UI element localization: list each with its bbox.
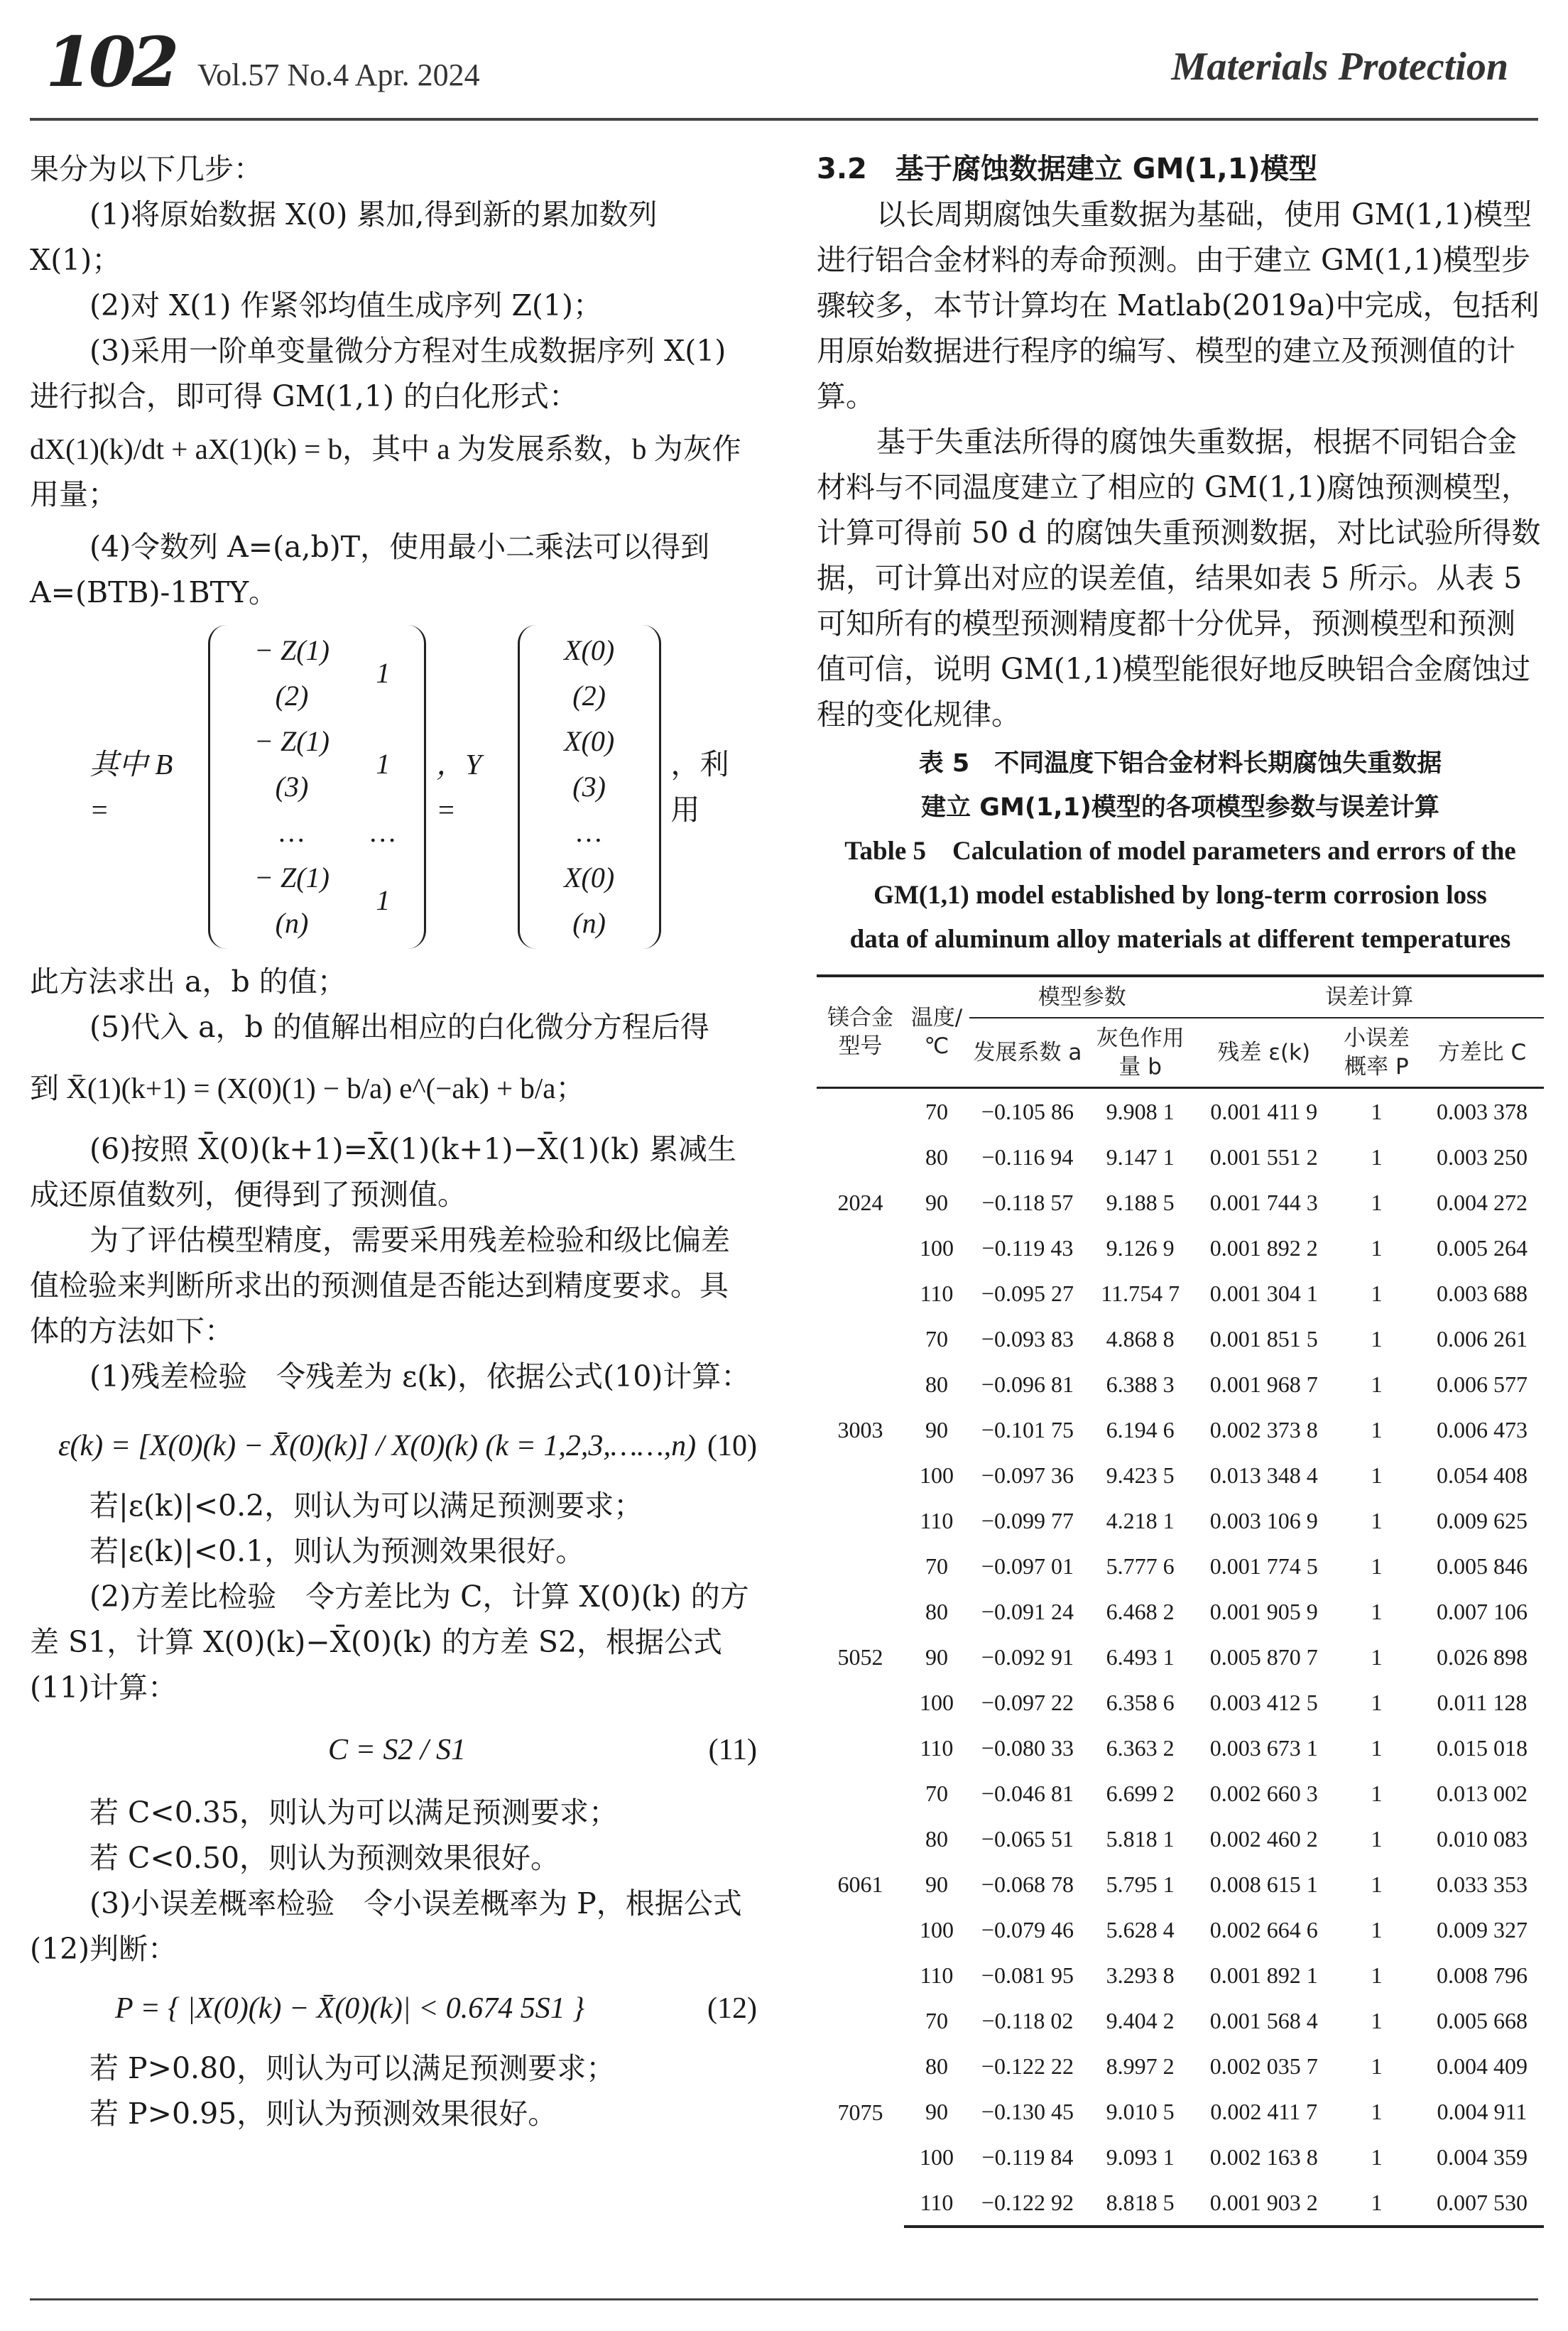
table-cell: −0.068 78 [981, 1871, 1074, 1897]
table-cell: 0.005 846 [1436, 1553, 1528, 1579]
table-row [817, 1680, 1544, 1725]
table-row [817, 1225, 1544, 1271]
table-row [817, 1589, 1544, 1634]
table-cell: 110 [920, 1962, 954, 1988]
table-cell: 1 [1371, 1281, 1383, 1306]
table-cell: 0.002 664 6 [1209, 1917, 1318, 1942]
table-cell: 0.002 660 3 [1209, 1781, 1318, 1806]
table-cell: 0.015 018 [1436, 1735, 1528, 1761]
table-cell: 90 [925, 1417, 948, 1442]
table-cell: −0.046 81 [981, 1781, 1074, 1806]
header-epsilon: 残差 ε(k) [1194, 1018, 1333, 1088]
whitening-formula: dX(1)(k)/dt + aX(1)(k) = b，其中 a 为发展系数，b 为灰作用量； [30, 433, 741, 511]
matrix-b-row [226, 855, 408, 946]
table-cell: 6.699 2 [1106, 1781, 1175, 1806]
table-row [817, 1271, 1544, 1316]
table-cell: 1 [1371, 1190, 1383, 1215]
table-cell: −0.119 43 [981, 1235, 1074, 1261]
table-cell: −0.118 57 [981, 1190, 1074, 1215]
table-cell: 1 [1371, 2053, 1383, 2079]
equation-10 [30, 1423, 757, 1469]
table-cell: 6.493 1 [1106, 1644, 1175, 1670]
table-cell: 0.004 409 [1436, 2053, 1528, 2079]
table-row [817, 2134, 1544, 2180]
equation-10-number: (10) [707, 1430, 757, 1462]
table-cell: 0.007 530 [1420, 2180, 1544, 2227]
table-cell: 1 [1371, 1553, 1383, 1579]
table-cell: 0.001 411 9 [1210, 1099, 1318, 1124]
table-row [817, 1498, 1544, 1543]
table-cell: 80 [925, 1371, 948, 1397]
table-cell: 100 [919, 1235, 954, 1261]
table-row [817, 2180, 1544, 2227]
table-cell: 0.002 035 7 [1209, 2053, 1318, 2079]
equation-11 [30, 1727, 757, 1773]
table-cell: 1 [1371, 1781, 1383, 1806]
table-row [817, 1725, 1544, 1771]
table-cell: 1 [1371, 1235, 1383, 1261]
matrix-y-cell: X(0)(3) [564, 725, 615, 803]
matrix-definition [89, 625, 757, 949]
table-row [817, 1407, 1544, 1452]
paragraph: 基于失重法所得的腐蚀失重数据，根据不同铝合金材料与不同温度建立了相应的 GM(1,1)腐蚀预测模型，计算可得前 50 d 的腐蚀失重预测数据，对比试验所得数据，可计算出对应的误差值，结果如表 5 所示。从表 5 可知所有的模型预测精度都十分优异，预测模型和预测值可信，说明 GM(1,1)模型能很好地反映铝合金腐蚀过程的变化规律。 [817, 425, 1541, 732]
table-cell: −0.122 22 [981, 2053, 1074, 2079]
table-row [817, 1362, 1544, 1407]
table-cell: 0.001 905 9 [1209, 1599, 1318, 1624]
matrix-y [518, 625, 661, 949]
table-cell: 1 [1371, 1462, 1383, 1488]
table-cell: −0.079 46 [981, 1917, 1074, 1942]
matrix-b-cell: − Z(1)(2) [254, 634, 330, 712]
table-cell: 1 [1371, 1508, 1383, 1533]
table-cell: 0.001 903 2 [1194, 2180, 1333, 2227]
table-cell: 0.003 673 1 [1209, 1735, 1318, 1761]
table-cell: 0.005 668 [1436, 2008, 1528, 2033]
table-cell: 1 [1371, 1690, 1383, 1715]
table-cell: 9.423 5 [1106, 1462, 1175, 1488]
table-cell: 80 [925, 2053, 948, 2079]
variance-criterion-2: 若 C<0.50，则认为预测效果很好。 [89, 1841, 560, 1875]
table-cell: 0.001 892 2 [1209, 1235, 1318, 1261]
matrix-y-cell: … [576, 816, 602, 848]
section-heading: 3.2 基于腐蚀数据建立 GM(1,1)模型 [817, 153, 1317, 185]
table-cell: 0.001 304 1 [1209, 1281, 1318, 1306]
table-cell: 0.026 898 [1436, 1644, 1528, 1670]
table-cell: 0.003 106 9 [1209, 1508, 1318, 1533]
table-cell: 0.004 359 [1436, 2144, 1528, 2170]
table-cell: 90 [925, 1644, 948, 1670]
table-cell: 5.777 6 [1106, 1553, 1175, 1579]
table-cell: 0.004 911 [1437, 2099, 1528, 2124]
evaluation-paragraph: 为了评估模型精度，需要采用残差检验和级比偏差值检验来判断所求出的预测值是否能达到精度要求。具体的方法如下： [30, 1223, 730, 1348]
table-cell: 8.997 2 [1106, 2053, 1175, 2079]
matrix-y-cell: X(0)(2) [564, 634, 615, 712]
table-cell: −0.080 33 [981, 1735, 1074, 1761]
step-4: (4)令数列 A=(a,b)T，使用最小二乘法可以得到 A=(BTB)-1BTY。 [30, 530, 710, 609]
equation-12 [30, 1986, 757, 2031]
issue-info: Vol.57 No.4 Apr. 2024 [197, 58, 480, 92]
table-cell: −0.119 84 [981, 2144, 1074, 2170]
table-cell: 70 [925, 1781, 948, 1806]
equation-12-number: (12) [707, 1992, 757, 2025]
table-cell: 0.054 408 [1436, 1462, 1528, 1488]
caption-en-line: data of aluminum alloy materials at different temperatures [849, 925, 1511, 954]
table-cell: −0.099 77 [981, 1508, 1074, 1533]
matrix-y-cell: X(0)(n) [564, 862, 615, 939]
table-cell: 0.001 568 4 [1209, 2008, 1318, 2033]
matrix-b [208, 625, 426, 949]
equation-11-number: (11) [708, 1734, 757, 1766]
matrix-b-row [226, 810, 408, 855]
table-cell: 0.001 851 5 [1209, 1326, 1318, 1352]
table-cell: 1 [1371, 1144, 1383, 1170]
table-cell: 0.001 968 7 [1209, 1371, 1318, 1397]
matrix-b-cell: … [370, 816, 396, 848]
page-number: 102 [45, 22, 175, 102]
table-row [817, 1907, 1544, 1952]
table-cell: 0.002 460 2 [1209, 1826, 1318, 1852]
alloy-cell: 3003 [837, 1417, 883, 1442]
table-cell: 0.004 272 [1436, 1190, 1528, 1215]
header-temperature: 温度/℃ [904, 976, 969, 1088]
table-cell: 9.404 2 [1106, 2008, 1175, 2033]
table-cell: 0.011 128 [1437, 1690, 1528, 1715]
table-row [817, 1816, 1544, 1862]
table-cell: 1 [1371, 1599, 1383, 1624]
probability-criterion-2: 若 P>0.95，则认为预测效果很好。 [89, 2097, 557, 2131]
table-cell: 6.468 2 [1106, 1599, 1175, 1624]
table-cell: 8.818 5 [1086, 2180, 1195, 2227]
probability-criterion-1: 若 P>0.80，则认为可以满足预测要求； [89, 2051, 616, 2085]
table-cell: 0.002 163 8 [1209, 2144, 1318, 2170]
table-row [817, 1180, 1544, 1225]
header-rule [30, 118, 1538, 121]
table-cell: 110 [920, 1508, 954, 1533]
matrix-b-cell: − Z(1)(n) [254, 862, 330, 939]
equation-10-body: ε(k) = [X(0)(k) − X̄(0)(k)] / X(0)(k) (k = 1,2,3,……,n) [58, 1430, 697, 1462]
table-cell: 0.007 106 [1436, 1599, 1528, 1624]
table-cell: 110 [920, 1735, 954, 1761]
table-row [817, 1862, 1544, 1907]
solution-formula: 到 X̄(1)(k+1) = (X(0)(1) − b/a) e^(−ak) + b/a； [30, 1072, 585, 1104]
equation-12-body: P = { |X(0)(k) − X̄(0)(k)| < 0.674 5S1 } [115, 1992, 585, 2025]
header-c: 方差比 C [1420, 1018, 1544, 1088]
table-cell: 0.003 378 [1436, 1099, 1528, 1124]
table-cell: 5.628 4 [1106, 1917, 1175, 1942]
table-row [817, 1543, 1544, 1589]
table-row [817, 1452, 1544, 1498]
table-row [817, 2043, 1544, 2089]
table-cell: 0.008 796 [1436, 1962, 1528, 1988]
table-cell: 0.013 348 4 [1209, 1462, 1318, 1488]
alloy-cell: 5052 [837, 1644, 883, 1670]
table-row [817, 1952, 1544, 1998]
table-cell: 100 [919, 2144, 954, 2170]
table-caption [817, 741, 1544, 962]
table-cell: 0.010 083 [1436, 1826, 1528, 1852]
table-cell: 0.008 615 1 [1209, 1871, 1318, 1897]
matrix-y-label: ，Y = [436, 748, 482, 826]
table-cell: 0.001 774 5 [1209, 1553, 1318, 1579]
table-cell: 70 [925, 1326, 948, 1352]
table-cell: 0.013 002 [1436, 1781, 1528, 1806]
text-line: 此方法求出 a，b 的值； [30, 965, 347, 999]
table-cell: −0.097 01 [981, 1553, 1074, 1579]
table-cell: 0.033 353 [1436, 1871, 1528, 1897]
table-cell: −0.122 92 [969, 2180, 1086, 2227]
table-cell: 1 [1371, 2144, 1383, 2170]
table-cell: 9.093 1 [1106, 2144, 1175, 2170]
table-cell: 90 [925, 2099, 948, 2124]
table-cell: 0.006 261 [1436, 1326, 1528, 1352]
matrix-y-row [535, 855, 643, 946]
caption-en-line: Table 5 Calculation of model parameters and errors of the [844, 837, 1516, 866]
table-cell: −0.092 91 [981, 1644, 1074, 1670]
table-cell: −0.093 83 [981, 1326, 1074, 1352]
table-row [817, 1316, 1544, 1362]
table-cell: 0.002 411 7 [1210, 2099, 1318, 2124]
table-cell: −0.130 45 [981, 2099, 1074, 2124]
table-cell: 1 [1371, 1417, 1383, 1442]
matrix-y-row [535, 628, 643, 719]
step-6: (6)按照 X̄(0)(k+1)=X̄(1)(k+1)−X̄(1)(k) 累减生成还原值数列，便得到了预测值。 [30, 1132, 737, 1212]
matrix-b-label: 其中 B = [89, 748, 173, 826]
table-cell: 4.218 1 [1106, 1508, 1175, 1533]
header-p: 小误差概率 P [1333, 1018, 1420, 1088]
left-column [30, 146, 757, 2136]
table-cell: 9.126 9 [1106, 1235, 1175, 1261]
table-cell: −0.096 81 [981, 1371, 1074, 1397]
variance-ratio-test: (2)方差比检验 令方差比为 C，计算 X(0)(k) 的方差 S1，计算 X(0)(k)−X̄(0)(k) 的方差 S2，根据公式(11)计算： [30, 1580, 749, 1705]
step-1: (1)将原始数据 X(0) 累加,得到新的累加数列 X(1)； [30, 197, 658, 277]
residual-criterion-2: 若|ε(k)|<0.1，则认为预测效果很好。 [89, 1534, 585, 1568]
table-cell: 0.001 551 2 [1209, 1144, 1318, 1170]
table-cell: −0.081 95 [981, 1962, 1074, 1988]
variance-criterion-1: 若 C<0.35，则认为可以满足预测要求； [89, 1795, 619, 1830]
table-cell: 0.003 412 5 [1209, 1690, 1318, 1715]
table-cell: 0.002 373 8 [1209, 1417, 1318, 1442]
matrix-b-row [226, 628, 408, 719]
table-cell: 0.001 892 1 [1209, 1962, 1318, 1988]
header-model-params: 模型参数 [969, 976, 1194, 1018]
table-cell: −0.095 27 [981, 1281, 1074, 1306]
table-cell: 100 [919, 1690, 954, 1715]
table-cell: 1 [1371, 1826, 1383, 1852]
table-row [817, 1771, 1544, 1816]
table-row [817, 1088, 1544, 1135]
table-cell: 6.363 2 [1106, 1735, 1175, 1761]
table-cell: 1 [1371, 1099, 1383, 1124]
table-cell: 9.147 1 [1106, 1144, 1175, 1170]
table-cell: 80 [925, 1599, 948, 1624]
table-cell: 9.908 1 [1106, 1099, 1175, 1124]
step-2: (2)对 X(1) 作紧邻均值生成序列 Z(1)； [89, 288, 603, 322]
matrix-y-row [535, 810, 643, 855]
header-b: 灰色作用量 b [1086, 1018, 1195, 1088]
table-cell: 70 [925, 2008, 948, 2033]
caption-en-line: GM(1,1) model established by long-term corrosion loss [873, 881, 1487, 910]
table-cell: 11.754 7 [1101, 1281, 1180, 1306]
matrix-tail: ，利用 [670, 747, 729, 827]
table-cell: −0.065 51 [981, 1826, 1074, 1852]
table-cell: −0.105 86 [981, 1099, 1074, 1124]
table-cell: 100 [919, 1462, 954, 1488]
matrix-b-row [226, 719, 408, 810]
matrix-b-cell: 1 [376, 748, 391, 780]
table-cell: 1 [1371, 1962, 1383, 1988]
table-cell: 1 [1371, 2099, 1383, 2124]
table-cell: −0.097 36 [981, 1462, 1074, 1488]
table-cell: 5.795 1 [1106, 1871, 1175, 1897]
alloy-cell: 7075 [837, 2099, 883, 2125]
table-cell: 100 [919, 1917, 954, 1942]
header-alloy: 镁合金型号 [817, 976, 904, 1088]
table-row [817, 1134, 1544, 1180]
table-cell: 0.006 577 [1436, 1371, 1528, 1397]
matrix-b-cell: 1 [376, 884, 391, 916]
small-error-test: (3)小误差概率检验 令小误差概率为 P，根据公式(12)判断： [30, 1886, 742, 1966]
table-row [817, 1998, 1544, 2043]
header-error-calc: 误差计算 [1194, 976, 1544, 1018]
table-cell: 9.188 5 [1106, 1190, 1175, 1215]
table-cell: 0.005 870 7 [1209, 1644, 1318, 1670]
table-cell: 0.005 264 [1436, 1235, 1528, 1261]
table-cell: 1 [1371, 1326, 1383, 1352]
table-cell: 4.868 8 [1106, 1326, 1175, 1352]
equation-11-body: C = S2 / S1 [328, 1734, 467, 1766]
matrix-y-row [535, 719, 643, 810]
table-cell: 0.009 625 [1436, 1508, 1528, 1533]
table-cell: 3.293 8 [1106, 1962, 1175, 1988]
header-a: 发展系数 a [969, 1018, 1086, 1088]
footer-rule [30, 2298, 1538, 2300]
residual-criterion-1: 若|ε(k)|<0.2，则认为可以满足预测要求； [89, 1489, 643, 1523]
table-cell: 0.006 473 [1436, 1417, 1528, 1442]
table-row [817, 1634, 1544, 1680]
table-cell: 1 [1371, 1917, 1383, 1942]
step-5: (5)代入 a，b 的值解出相应的白化微分方程后得 [89, 1010, 709, 1044]
results-table [817, 974, 1544, 2228]
journal-name: Materials Protection [1171, 45, 1508, 89]
table-cell: 1 [1371, 1735, 1383, 1761]
table-cell: 90 [925, 1190, 948, 1215]
residual-test: (1)残差检验 令残差为 ε(k)，依据公式(10)计算： [89, 1359, 751, 1393]
table-cell: 70 [925, 1099, 948, 1124]
table-cell: 1 [1371, 1871, 1383, 1897]
table-cell: 90 [925, 1871, 948, 1897]
caption-cn-line: 建立 GM(1,1)模型的各项模型参数与误差计算 [921, 793, 1439, 822]
matrix-b-cell: … [279, 816, 305, 848]
table-cell: 0.003 250 [1436, 1144, 1528, 1170]
alloy-cell: 6061 [837, 1871, 883, 1897]
table-cell: 9.010 5 [1106, 2099, 1175, 2124]
right-column [817, 146, 1544, 2228]
table-cell: 80 [925, 1826, 948, 1852]
table-cell: 0.001 744 3 [1209, 1190, 1318, 1215]
table-cell: 110 [920, 1281, 954, 1306]
alloy-cell: 2024 [837, 1190, 883, 1215]
table-cell: −0.118 02 [981, 2008, 1074, 2033]
table-cell: 6.358 6 [1106, 1690, 1175, 1715]
table-cell: 6.388 3 [1106, 1371, 1175, 1397]
table-cell: 1 [1333, 2180, 1420, 2227]
table-cell: 1 [1371, 1644, 1383, 1670]
text-line: 果分为以下几步： [30, 152, 263, 186]
paragraph: 以长周期腐蚀失重数据为基础，使用 GM(1,1)模型进行铝合金材料的寿命预测。由于建立 GM(1,1)模型步骤较多，本节计算均在 Matlab(2019a)中完成，包括利用原始数据进行程序的编写、模型的建立及预测值的计算。 [817, 197, 1540, 413]
step-3: (3)采用一阶单变量微分方程对生成数据序列 X(1) 进行拟合，即可得 GM(1,1) 的白化形式： [30, 334, 726, 413]
table-cell: 70 [925, 1553, 948, 1579]
table-cell: 0.009 327 [1436, 1917, 1528, 1942]
table-cell: 1 [1371, 1371, 1383, 1397]
table-cell: −0.101 75 [981, 1417, 1074, 1442]
caption-cn-line: 表 5 不同温度下铝合金材料长期腐蚀失重数据 [918, 749, 1442, 778]
table-cell: 6.194 6 [1106, 1417, 1175, 1442]
table-cell: 1 [1371, 2008, 1383, 2033]
table-row [817, 2089, 1544, 2134]
table-cell: −0.097 22 [981, 1690, 1074, 1715]
table-cell: −0.091 24 [981, 1599, 1074, 1624]
matrix-b-cell: − Z(1)(3) [254, 725, 330, 803]
table-cell: 0.003 688 [1436, 1281, 1528, 1306]
matrix-b-cell: 1 [376, 657, 391, 689]
table-cell: −0.116 94 [981, 1144, 1074, 1170]
table-cell: 5.818 1 [1106, 1826, 1175, 1852]
table-cell: 110 [904, 2180, 969, 2227]
table-cell: 80 [925, 1144, 948, 1170]
